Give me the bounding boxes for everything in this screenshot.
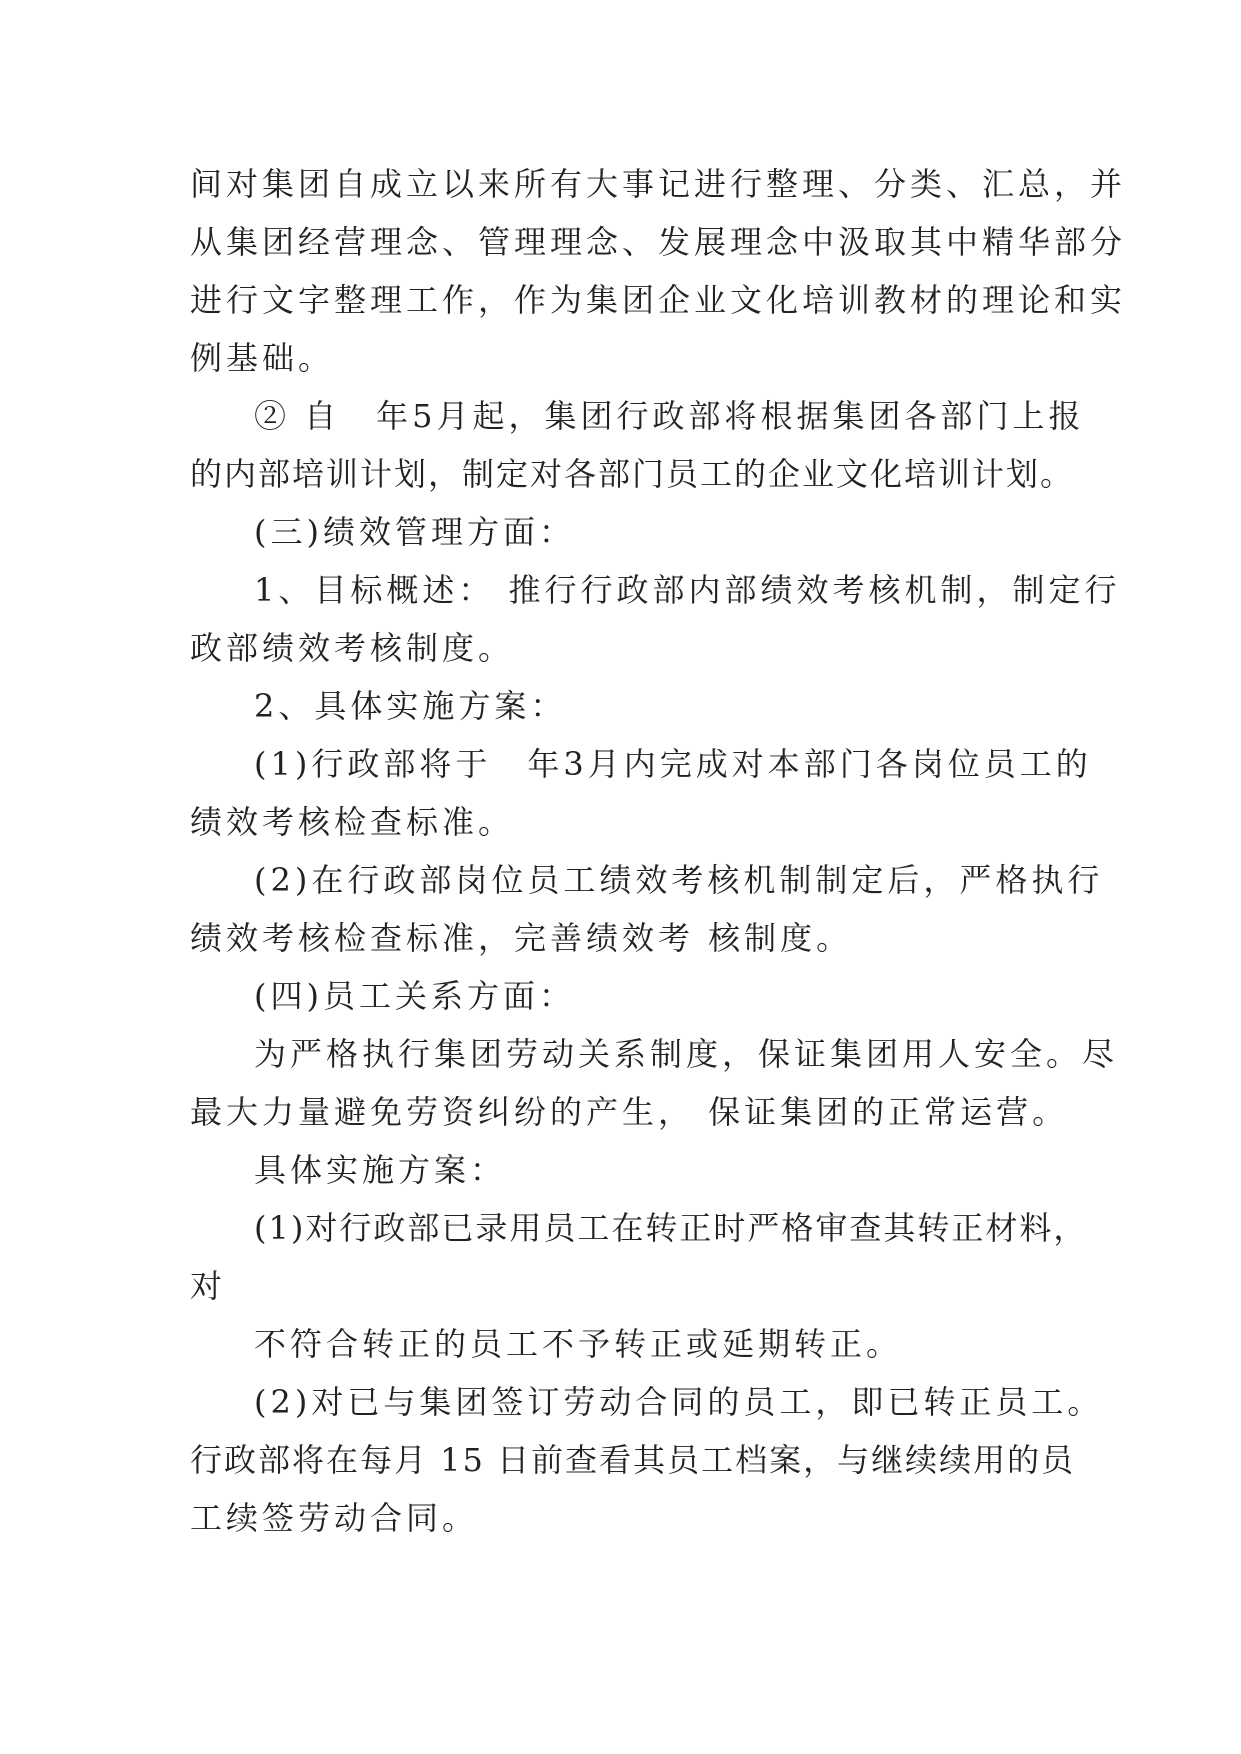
text-line: 工续签劳动合同。	[190, 1499, 479, 1537]
text-line: 例基础。	[190, 339, 335, 377]
text-line: 进行文字整理工作，作为集团企业文化培训教材的理论和实	[190, 281, 1127, 319]
section-heading: (四)员工关系方面：	[254, 977, 575, 1015]
text-line: (2)在行政部岗位员工绩效考核机制制定后，严格执行	[254, 861, 1104, 899]
text-line: 不符合转正的员工不予转正或延期转正。	[254, 1325, 903, 1363]
text-line: (1)行政部将于 年3月内完成对本部门各岗位员工的	[254, 745, 1092, 783]
text-line: 1、目标概述： 推行行政部内部绩效考核机制，制定行	[254, 571, 1121, 609]
text-line: (2)对已与集团签订劳动合同的员工，即已转正员工。	[254, 1383, 1104, 1421]
text-line: 的内部培训计划，制定对各部门员工的企业文化培训计划。	[190, 455, 1075, 493]
document-body	[190, 155, 1127, 1547]
text-line: ② 自 年5月起，集团行政部将根据集团各部门上报	[254, 397, 1085, 435]
section-heading: (三)绩效管理方面：	[254, 513, 575, 551]
subheading: 具体实施方案：	[254, 1151, 507, 1189]
subheading: 2、具体实施方案：	[254, 687, 567, 725]
text-line: 从集团经营理念、管理理念、发展理念中汲取其中精华部分	[190, 223, 1127, 261]
text-line: 为严格执行集团劳动关系制度，保证集团用人安全。尽	[254, 1035, 1119, 1073]
text-line: (1)对行政部已录用员工在转正时严格审查其转正材料，	[254, 1209, 1088, 1247]
text-line: 绩效考核检查标准。	[190, 803, 515, 841]
text-line: 绩效考核检查标准，完善绩效考 核制度。	[190, 919, 853, 957]
text-line: 间对集团自成立以来所有大事记进行整理、分类、汇总，并	[190, 165, 1127, 203]
text-line: 对	[190, 1267, 227, 1305]
text-line: 政部绩效考核制度。	[190, 629, 515, 667]
text-line: 最大力量避免劳资纠纷的产生， 保证集团的正常运营。	[190, 1093, 1069, 1131]
text-line: 行政部将在每月 15 日前查看其员工档案，与继续续用的员	[190, 1441, 1076, 1479]
